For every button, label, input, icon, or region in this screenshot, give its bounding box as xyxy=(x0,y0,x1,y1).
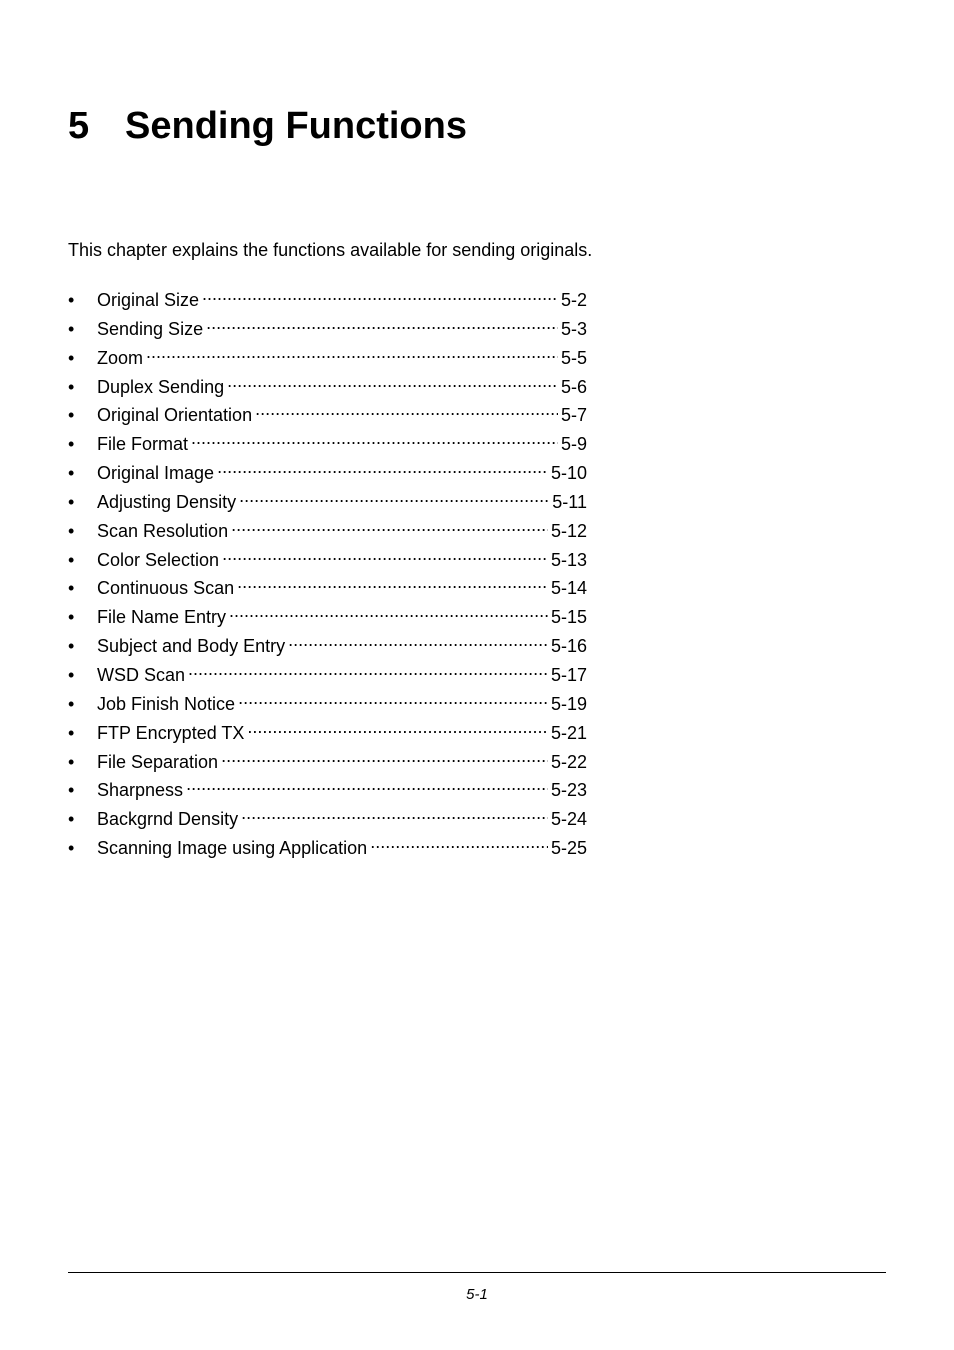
bullet-icon: • xyxy=(68,491,75,512)
toc-item[interactable] xyxy=(68,570,587,599)
toc-item[interactable] xyxy=(68,369,587,398)
toc-item-page: 5-5 xyxy=(560,347,587,368)
toc-item[interactable] xyxy=(68,426,587,455)
toc-item[interactable] xyxy=(68,801,587,830)
bullet-icon: • xyxy=(68,809,75,830)
dot-leader xyxy=(288,628,548,652)
toc-item-page: 5-14 xyxy=(550,578,587,599)
toc-item-title: Scanning Image using Application xyxy=(97,838,368,859)
dot-leader xyxy=(202,282,558,306)
toc-item-page: 5-16 xyxy=(550,636,587,657)
toc-item-title: Color Selection xyxy=(97,549,220,570)
toc-item-page: 5-22 xyxy=(550,751,587,772)
bullet-icon: • xyxy=(68,347,75,368)
toc-item-title: File Separation xyxy=(97,751,219,772)
toc-item-page: 5-3 xyxy=(560,318,587,339)
toc-item-title: Original Image xyxy=(97,463,215,484)
dot-leader xyxy=(221,744,548,768)
toc-item[interactable] xyxy=(68,686,587,715)
bullet-icon: • xyxy=(68,751,75,772)
toc-item-title: Original Size xyxy=(97,290,200,310)
dot-leader xyxy=(239,484,549,508)
footer-divider xyxy=(68,1272,886,1273)
bullet-icon: • xyxy=(68,434,75,455)
toc-item-page: 5-6 xyxy=(560,376,587,397)
dot-leader xyxy=(229,599,548,623)
bullet-icon: • xyxy=(68,838,75,859)
bullet-icon: • xyxy=(68,722,75,743)
toc-item[interactable] xyxy=(68,744,587,773)
toc-item-title: Duplex Sending xyxy=(97,376,225,397)
toc-item-title: Original Orientation xyxy=(97,405,253,426)
bullet-icon: • xyxy=(68,549,75,570)
dot-leader xyxy=(222,542,548,566)
bullet-icon: • xyxy=(68,318,75,339)
bullet-icon: • xyxy=(68,376,75,397)
toc-item-page: 5-9 xyxy=(560,434,587,455)
toc-item-title: Scan Resolution xyxy=(97,520,229,541)
bullet-icon: • xyxy=(68,405,75,426)
chapter-number: 5 xyxy=(68,105,90,147)
toc-item-title: File Name Entry xyxy=(97,607,227,628)
toc-item[interactable] xyxy=(68,599,587,628)
toc-item-title: Zoom xyxy=(97,347,144,368)
toc-item-title: Job Finish Notice xyxy=(97,693,236,714)
toc-item-title: FTP Encrypted TX xyxy=(97,722,245,743)
toc-item-page: 5-13 xyxy=(550,549,587,570)
dot-leader xyxy=(231,513,548,537)
dot-leader xyxy=(247,715,548,739)
toc-item[interactable] xyxy=(68,282,587,311)
toc-item-title: Sending Size xyxy=(97,318,204,339)
toc-item-page: 5-24 xyxy=(550,809,587,830)
toc-item-page: 5-10 xyxy=(550,463,587,484)
dot-leader xyxy=(227,369,558,393)
chapter-title: Sending Functions xyxy=(125,105,467,147)
bullet-icon: • xyxy=(68,664,75,685)
toc-item-page: 5-19 xyxy=(550,693,587,714)
chapter-heading xyxy=(68,101,467,151)
toc-item-page: 5-7 xyxy=(560,405,587,426)
toc-item[interactable] xyxy=(68,397,587,426)
dot-leader xyxy=(191,426,558,450)
toc-item[interactable] xyxy=(68,542,587,571)
bullet-icon: • xyxy=(68,578,75,599)
toc-item[interactable] xyxy=(68,772,587,801)
toc-item-title: WSD Scan xyxy=(97,664,186,685)
page-number: 5-1 xyxy=(466,1286,488,1303)
toc-item-page: 5-17 xyxy=(550,664,587,685)
bullet-icon: • xyxy=(68,463,75,484)
bullet-icon: • xyxy=(68,607,75,628)
toc-item[interactable] xyxy=(68,311,587,340)
dot-leader xyxy=(146,340,558,364)
dot-leader xyxy=(255,397,558,421)
toc-item-page: 5-23 xyxy=(550,780,587,801)
toc-item-title: Adjusting Density xyxy=(97,491,237,512)
toc-item-page: 5-25 xyxy=(550,838,587,859)
chapter-contents-list xyxy=(68,282,587,859)
dot-leader xyxy=(237,570,548,594)
dot-leader xyxy=(238,686,548,710)
toc-item-page: 5-15 xyxy=(550,607,587,628)
toc-item-title: Backgrnd Density xyxy=(97,809,239,830)
toc-item-page: 5-11 xyxy=(552,491,587,512)
dot-leader xyxy=(241,801,548,825)
toc-item[interactable] xyxy=(68,628,587,657)
toc-item-title: Subject and Body Entry xyxy=(97,636,286,657)
toc-item[interactable] xyxy=(68,657,587,686)
toc-item-page: 5-21 xyxy=(550,722,587,743)
dot-leader xyxy=(188,657,548,681)
dot-leader xyxy=(217,455,548,479)
intro-paragraph: This chapter explains the functions available for sending originals. xyxy=(68,240,593,260)
toc-item-title: Continuous Scan xyxy=(97,578,235,599)
toc-item[interactable] xyxy=(68,484,587,513)
bullet-icon: • xyxy=(68,290,75,310)
toc-item[interactable] xyxy=(68,830,587,859)
dot-leader xyxy=(186,772,548,796)
toc-item-title: File Format xyxy=(97,434,189,455)
toc-item[interactable] xyxy=(68,455,587,484)
toc-item[interactable] xyxy=(68,715,587,744)
toc-item-title: Sharpness xyxy=(97,780,184,801)
bullet-icon: • xyxy=(68,636,75,657)
toc-item-page: 5-2 xyxy=(560,290,587,310)
bullet-icon: • xyxy=(68,780,75,801)
toc-item-page: 5-12 xyxy=(550,520,587,541)
bullet-icon: • xyxy=(68,693,75,714)
dot-leader xyxy=(370,830,548,854)
dot-leader xyxy=(206,311,558,335)
bullet-icon: • xyxy=(68,520,75,541)
toc-item[interactable] xyxy=(68,340,587,369)
toc-item[interactable] xyxy=(68,513,587,542)
